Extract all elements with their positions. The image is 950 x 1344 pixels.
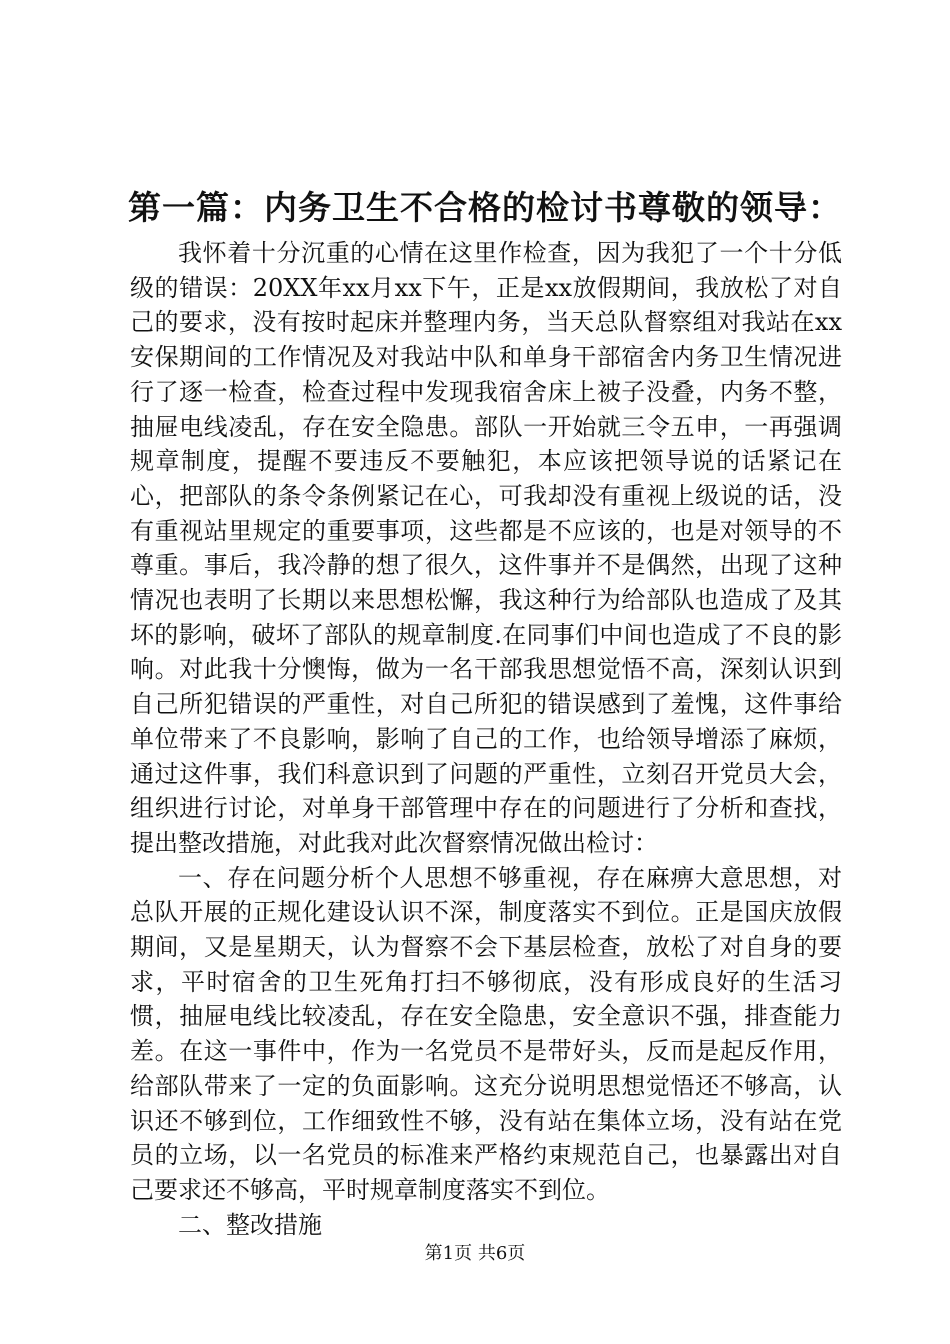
paragraph-rectification-heading: 二、整改措施	[178, 1210, 322, 1239]
page-number-footer: 第1页 共6页	[424, 1243, 526, 1264]
document-title: 第一篇：内务卫生不合格的检讨书尊敬的领导：	[128, 188, 842, 227]
paragraph-problem-analysis: 一、存在问题分析个人思想不够重视，存在麻痹大意思想，对总队开展的正规化建设认识不深，制度落实不到位。正是国庆放假期间，又是星期天，认为督察不会下基层检查，放松了对自身的要求，平时宿舍的卫生死角打扫不够彻底，没有形成良好的生活习惯，抽屉电线比较凌乱，存在安全隐患，安全意识不强，排查能力差。在这一事件中，作为一名党员不是带好头，反而是起反作用，给部队带来了一定的负面影响。这充分说明思想觉悟还不够高，认识还不够到位，工作细致性不够，没有站在集体立场，没有站在党员的立场，以一名党员的标准来严格约束规范自己，也暴露出对自己要求还不够高，平时规章制度落实不到位。	[130, 863, 842, 1204]
document-body	[130, 236, 842, 1242]
paragraph-intro: 我怀着十分沉重的心情在这里作检查，因为我犯了一个十分低级的错误：20XX年xx月xx下午，正是xx放假期间，我放松了对自己的要求，没有按时起床并整理内务，当天总队督察组对我站在xx安保期间的工作情况及对我站中队和单身干部宿舍内务卫生情况进行了逐一检查，检查过程中发现我宿舍床上被子没叠，内务不整，抽屉电线凌乱，存在安全隐患。部队一开始就三令五申，一再强调规章制度，提醒不要违反不要触犯，本应该把领导说的话紧记在心，把部队的条令条例紧记在心，可我却没有重视上级说的话，没有重视站里规定的重要事项，这些都是不应该的，也是对领导的不尊重。事后，我冷静的想了很久，这件事并不是偶然，出现了这种情况也表明了长期以来思想松懈，我这种行为给部队也造成了及其坏的影响，破坏了部队的规章制度.在同事们中间也造成了不良的影响。对此我十分懊悔，做为一名干部我思想觉悟不高，深刻认识到自己所犯错误的严重性，对自己所犯的错误感到了羞愧，这件事给单位带来了不良影响，影响了自己的工作，也给领导增添了麻烦，通过这件事，我们科意识到了问题的严重性，立刻召开党员大会，组织进行讨论，对单身干部管理中存在的问题进行了分析和查找，提出整改措施，对此我对此次督察情况做出检讨：	[130, 239, 842, 857]
